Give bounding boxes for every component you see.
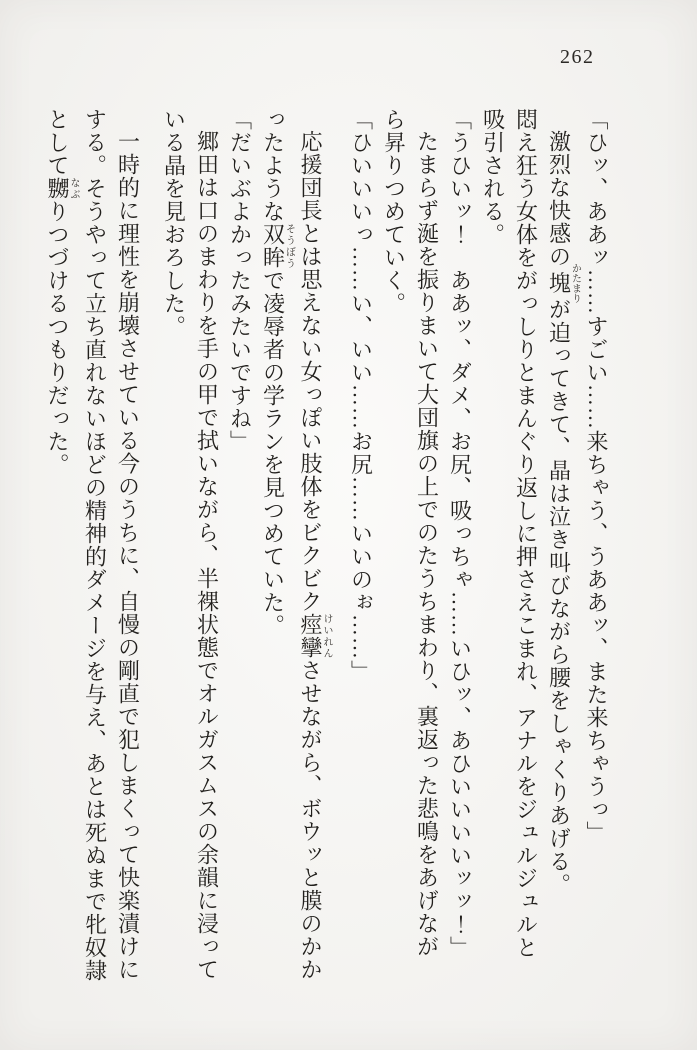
text-line: として嬲なぶりつづけるつもりだった。 — [45, 108, 79, 476]
text-line: ったような双眸そうぼうで凌辱者の学ランを見つめていた。 — [260, 108, 295, 637]
body-text — [45, 108, 613, 1008]
text-line: たまらず涎を振りまいて大団旗の上でのたうちまわり、裏返った悲鳴をあげなが — [414, 130, 440, 958]
text-line: 郷田は口のまわりを手の甲で拭いながら、半裸状態でオルガスムスの余韻に浸って — [194, 130, 220, 981]
text-line: 「うひいッ！ ああッ、ダメ、お尻、吸っちゃ……いひッ、あひいいいいッッ！」 — [447, 108, 473, 959]
text-line: 一時的に理性を崩壊させている今のうちに、自慢の剛直で犯しまくって快楽漬けに — [115, 130, 141, 981]
text-line: いる晶を見おろした。 — [161, 108, 187, 338]
page-number: 262 — [560, 46, 595, 68]
text-line: 「だいぶよかったみたいですね」 — [227, 108, 253, 453]
text-line: ら昇りつめていく。 — [381, 108, 407, 315]
ruby-annotated-word: 塊かたまり — [546, 263, 581, 303]
ruby-annotated-word: 双眸そうぼう — [260, 223, 295, 269]
text-line: 悶え狂う女体をがっしりとまんぐり返しに押さえこまれ、アナルをジュルジュルと — [513, 108, 539, 959]
ruby-annotated-word: 痙攣けいれん — [298, 613, 332, 659]
text-line: 吸引される。 — [480, 108, 506, 246]
text-line: 応援団長とは思えない女っぽい肢体をビクビク痙攣けいれんさせながら、ボウッと膜のかか — [298, 130, 332, 981]
ruby-annotated-word: 嬲なぶ — [45, 177, 79, 200]
text-line: 激烈な快感の塊かたまりが迫ってきて、晶は泣き叫びながら腰をしゃくりあげる。 — [546, 130, 581, 896]
text-line: する。そうやって立ち直れないほどの精神的ダメージを与え、あとは死ぬまで牝奴隷 — [82, 108, 108, 982]
text-line: 「ひいいいっ……い、いい……お尻……いいのぉ……」 — [348, 108, 374, 683]
text-line: 「ひッ、ああッ……すごい……来ちゃう、うああッ、また来ちゃうっ」 — [584, 108, 609, 844]
